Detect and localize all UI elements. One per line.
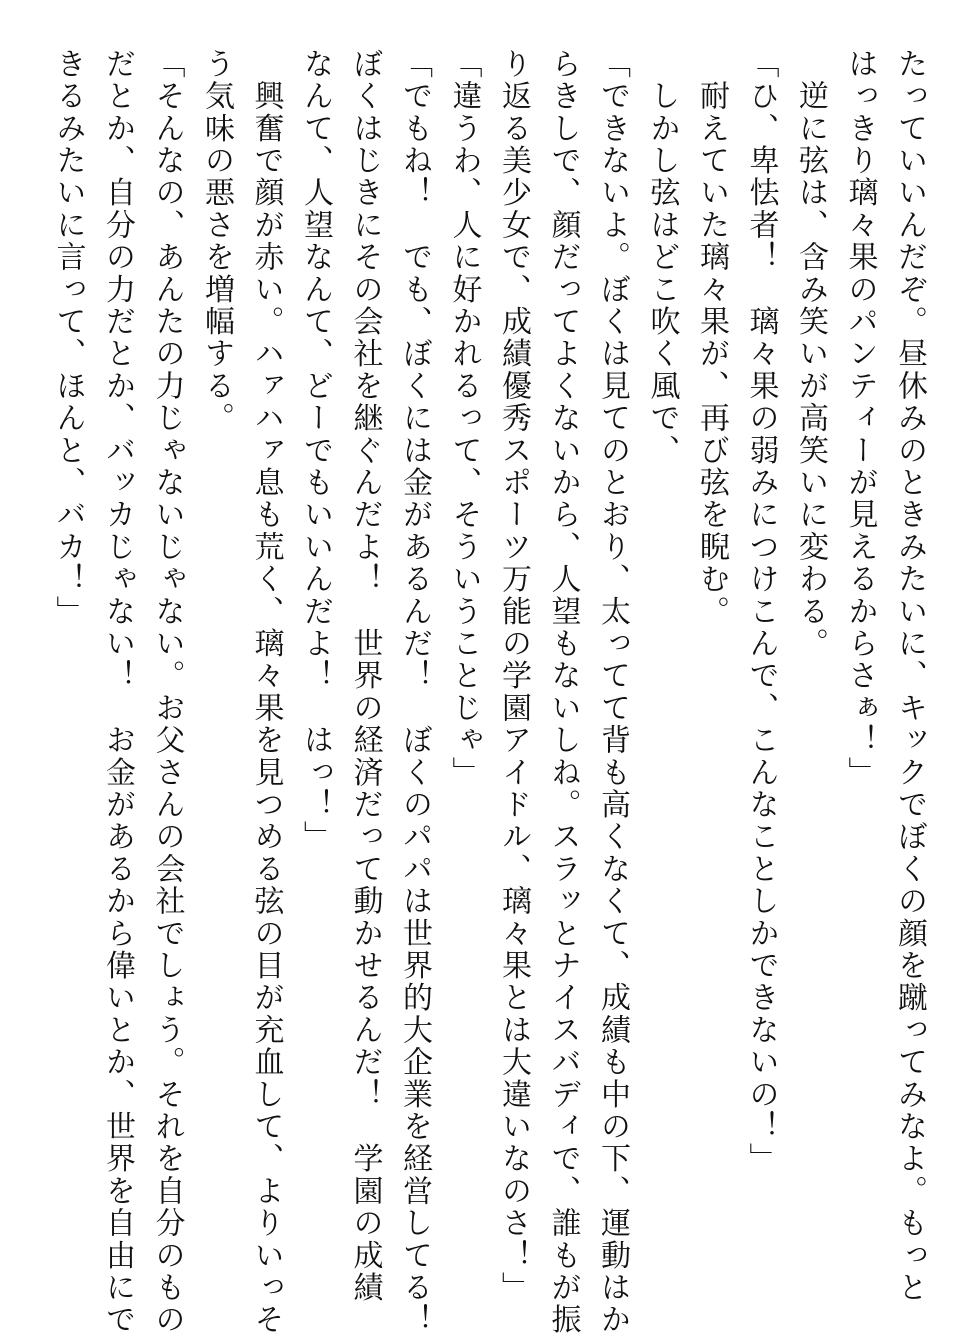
text-line-1: たっていいんだぞ。昼休みのときみたいに、キックでぼくの顔を蹴ってみなよ。もっと <box>892 48 927 1304</box>
text-line-3: 逆に弦は、含み笑いが高笑いに変わる。 <box>793 48 828 660</box>
text-line-16: 「そんなの、あんたの力じゃないじゃない。お父さんの会社でしょう。それを自分のもの <box>149 48 185 1336</box>
text-line-14: 興奮で顔が赤い。ハァハァ息も荒く、璃々果を見つめる弦の目が充血して、よりいっそ <box>248 48 284 1336</box>
text-line-4: 「ひ、卑怯者！ 璃々果の弱みにつけこんで、こんなことしかできないの！」 <box>743 48 779 1175</box>
text-line-6: しかし弦はどこ吹く風で、 <box>644 48 680 467</box>
text-line-11: 「でもね！ でも、ぼくには金があるんだ！ ぼくのパパは世界的大企業を経営してる！ <box>397 48 432 1336</box>
text-line-5: 耐えていた璃々果が、再び弦を睨む。 <box>694 48 729 628</box>
text-line-13: なんて、人望なんて、どーでもいいんだよ！ はっ！」 <box>298 48 333 853</box>
text-line-2: はっきり璃々果のパンティーが見えるからさぁ！」 <box>842 48 878 789</box>
text-line-8: らきしで、顔だってよくないから、人望もないしね。スラッとナイスバディで、誰もが振 <box>545 48 581 1336</box>
text-line-10: 「違うわ、人に好かれるって、そういうことじゃ」 <box>446 48 482 789</box>
text-line-7: 「できないよ。ぼくは見てのとおり、太ってて背も高くなくて、成績も中の下、運動はか <box>595 48 630 1336</box>
text-line-17: だとか、自分の力だとか、バッカじゃない！ お金があるから偉いとか、世界を自由にで <box>100 48 135 1336</box>
text-line-15: う気味の悪さを増幅する。 <box>199 48 234 435</box>
text-line-18: きるみたいに言って、ほんと、バカ！」 <box>50 48 86 628</box>
text-line-9: り返る美少女で、成績優秀スポーツ万能の学園アイドル、璃々果とは大違いなのさ！」 <box>496 48 531 1304</box>
vertical-text-body <box>43 48 934 1336</box>
text-line-12: ぼくはじきにその会社を継ぐんだよ！ 世界の経済だって動かせるんだ！ 学園の成績 <box>347 48 383 1304</box>
